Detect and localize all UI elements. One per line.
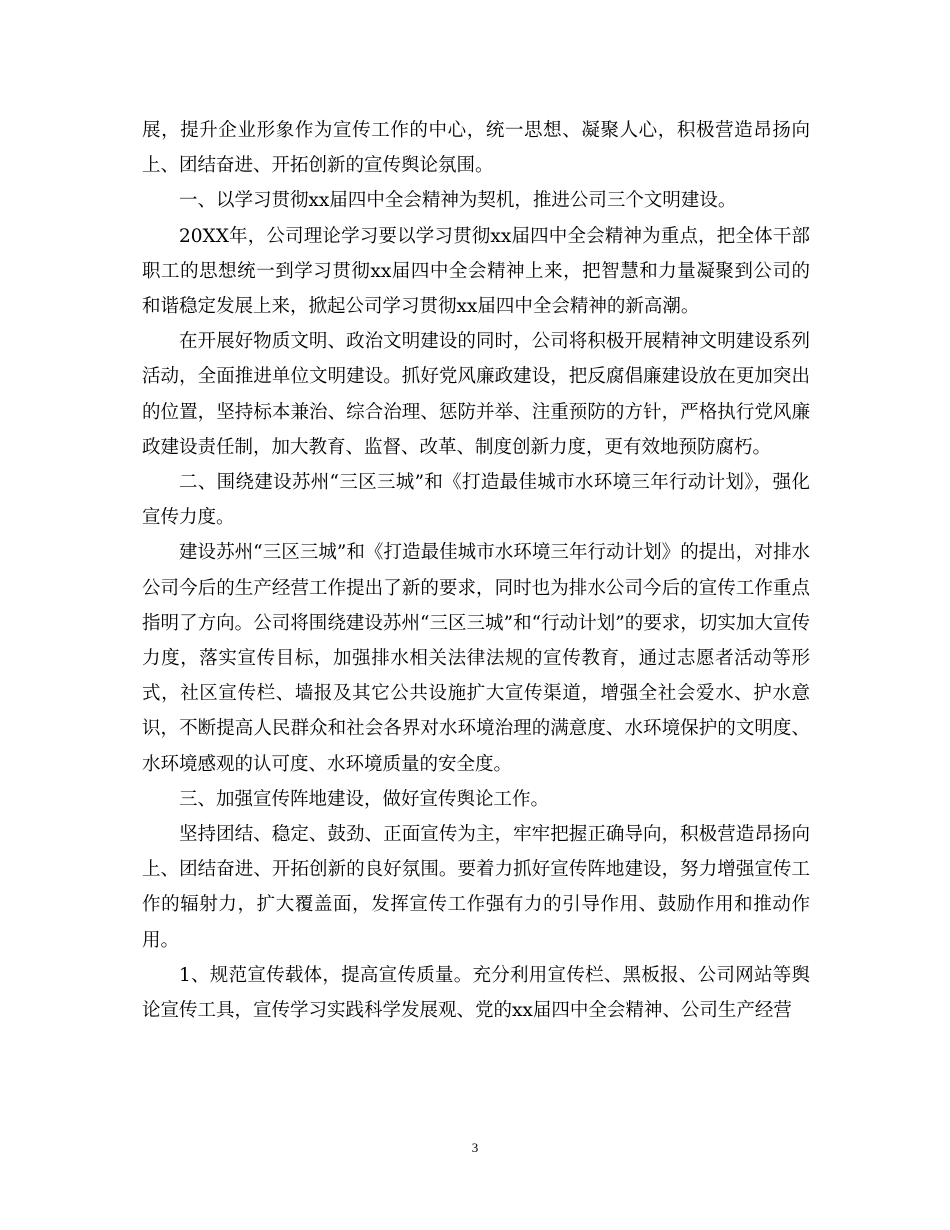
paragraph-water-environment: 建设苏州“三区三城”和《打造最佳城市水环境三年行动计划》的提出，对排水公司今后的生产经营工作提出了新的要求，同时也为排水公司今后的宣传工作重点指明了方向。公司将围绕建设苏州“三区三城”和“行动计划”的要求，切实加大宣传力度，落实宣传目标，加强排水相关法律法规的宣传教育，通过志愿者活动等形式，社区宣传栏、墙报及其它公共设施扩大宣传渠道，增强全社会爱水、护水意识，不断提高人民群众和社会各界对水环境治理的满意度、水环境保护的文明度、水环境感观的认可度、水环境质量的安全度。: [142, 542, 810, 775]
heading-section-one: 一、以学习贯彻xx届四中全会精神为契机，推进公司三个文明建设。: [179, 190, 737, 212]
document-body: [142, 113, 810, 1028]
paragraph-continued: 展，提升企业形象作为宣传工作的中心，统一思想、凝聚人心，积极营造昂扬向上、团结奋进、开拓创新的宣传舆论氛围。: [142, 120, 810, 177]
paragraph-spiritual-civilization: 在开展好物质文明、政治文明建设的同时，公司将积极开展精神文明建设系列活动，全面推进单位文明建设。抓好党风廉政建设，把反腐倡廉建设放在更加突出的位置，坚持标本兼治、综合治理、惩防并举、注重预防的方针，严格执行党风廉政建设责任制，加大教育、监督、改革、制度创新力度，更有效地预防腐朽。: [142, 331, 810, 458]
paragraph-theory-study: 20XX年，公司理论学习要以学习贯彻xx届四中全会精神为重点，把全体干部职工的思想统一到学习贯彻xx届四中全会精神上来，把智慧和力量凝聚到公司的和谐稳定发展上来，掀起公司学习贯彻xx届四中全会精神的新高潮。: [142, 225, 810, 318]
heading-section-two: 二、围绕建设苏州“三区三城”和《打造最佳城市水环境三年行动计划》，强化宣传力度。: [142, 472, 810, 529]
heading-section-three: 三、加强宣传阵地建设，做好宣传舆论工作。: [179, 788, 550, 810]
paragraph-item-one: 1、规范宣传载体，提高宣传质量。充分利用宣传栏、黑板报、公司网站等舆论宣传工具，宣传学习实践科学发展观、党的xx届四中全会精神、公司生产经营: [142, 964, 810, 1022]
paragraph-publicity-position: 坚持团结、稳定、鼓劲、正面宣传为主，牢牢把握正确导向，积极营造昂扬向上、团结奋进、开拓创新的良好氛围。要着力抓好宣传阵地建设，努力增强宣传工作的辐射力，扩大覆盖面，发挥宣传工作强有力的引导作用、鼓励作用和推动作用。: [142, 824, 810, 951]
page-number: 3: [471, 1140, 479, 1155]
